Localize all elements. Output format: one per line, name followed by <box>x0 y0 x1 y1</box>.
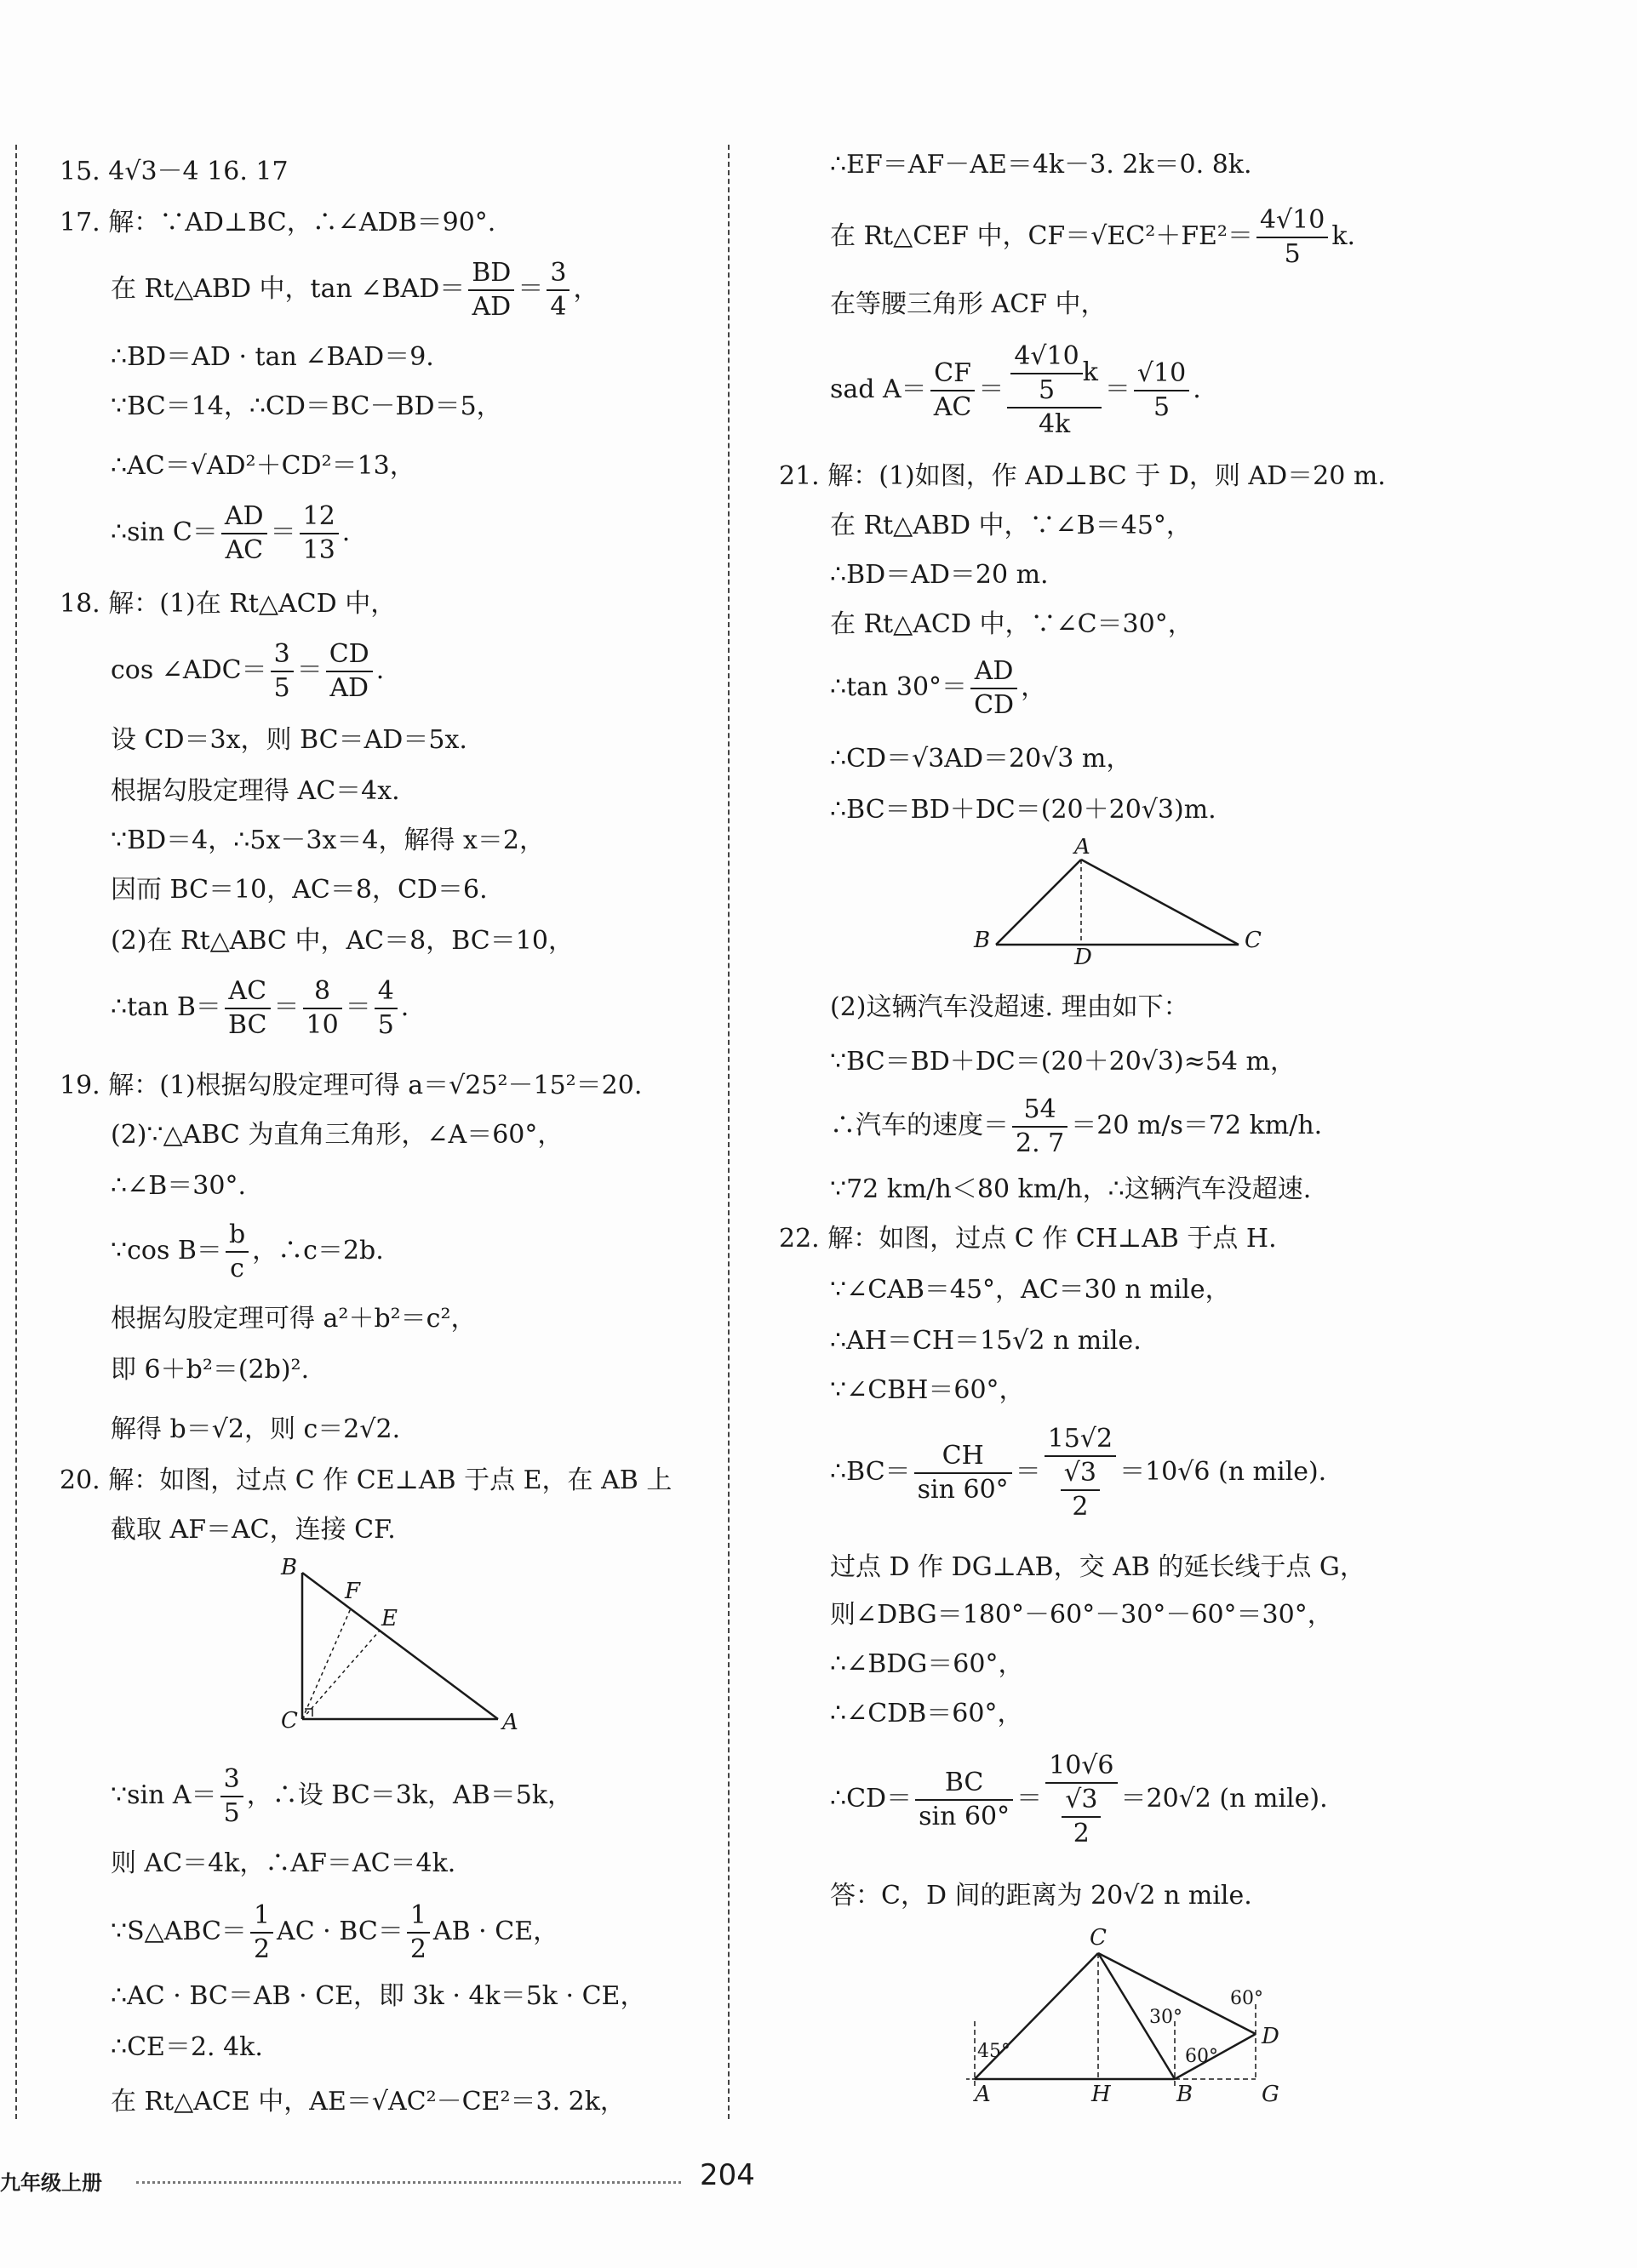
q20-line4: 则 AC＝4k，∴AF＝AC＝4k. <box>111 1848 456 1878</box>
q18-line2: cos ∠ADC＝ $\frac{3}{5}$ ＝ $\frac{CD}{AD}$ . <box>111 639 385 703</box>
q20-line6: ∴AC · BC＝AB · CE，即 3k · 4k＝5k · CE， <box>111 1981 646 2011</box>
q21-line1: 21. 解：(1)如图，作 AD⊥BC 于 D，则 AD＝20 m. <box>779 461 1386 491</box>
q19-line2: (2)∵△ABC 为直角三角形，∠A＝60°， <box>111 1120 564 1150</box>
q22-line5: ∴BC＝ $\frac{CH}{\sin 60^\circ}$ ＝ $\frac{15√2}{\frac{√3}{2}}$ ＝10√6 (n mile). <box>830 1424 1327 1522</box>
q22-line10: ∴CD＝ $\frac{BC}{\sin 60^\circ}$ ＝ $\frac{10√6}{\frac{√3}{2}}$ ＝20√2 (n mile). <box>830 1751 1328 1848</box>
figure-q22 <box>945 1919 1302 2115</box>
q22-line9: ∴∠CDB＝60°， <box>830 1699 1023 1728</box>
q22-line7: 则∠DBG＝180°－60°－30°－60°＝30°， <box>830 1600 1333 1630</box>
left-margin-line <box>15 145 17 2119</box>
q22-line4: ∵∠CBH＝60°， <box>830 1375 1025 1405</box>
q21-line7: ∴BC＝BD＋DC＝(20＋20√3)m. <box>830 795 1216 825</box>
fig20-label-a: A <box>502 1710 518 1735</box>
answer-15-16: 15. 4√3－4 16. 17 <box>60 157 289 186</box>
fig22-angle-30: 30° <box>1149 2007 1182 2028</box>
q19-line4: ∵cos B＝ $\frac{b}{c}$ ，∴c＝2b. <box>111 1220 384 1283</box>
q20-cont-line4: sad A＝ $\frac{CF}{AC}$ ＝ $\frac{4√10}{5}$ k 4k ＝ $\frac{√10}{5}$ . <box>830 341 1201 439</box>
fig22-label-b: B <box>1176 2082 1193 2107</box>
q21-line11: ∵72 km/h＜80 km/h，∴这辆汽车没超速. <box>830 1174 1312 1204</box>
fig20-label-f: F <box>345 1579 361 1604</box>
q18-line7: (2)在 Rt△ABC 中，AC＝8，BC＝10， <box>111 926 574 956</box>
q22-line8: ∴∠BDG＝60°， <box>830 1649 1024 1679</box>
q22-line3: ∴AH＝CH＝15√2 n mile. <box>830 1326 1142 1356</box>
fig20-label-c: C <box>281 1708 298 1734</box>
q21-line9: ∵BC＝BD＋DC＝(20＋20√3)≈54 m， <box>830 1047 1296 1077</box>
fig22-label-c: C <box>1090 1925 1107 1951</box>
q20-cont-line2: 在 Rt△CEF 中，CF＝√EC²＋FE²＝ $\frac{4√10}{5}$ k. <box>830 205 1356 269</box>
q17-line4: ∵BC＝14，∴CD＝BC－BD＝5， <box>111 391 502 421</box>
fig21-side-ab <box>996 860 1081 945</box>
footer-dotted-rule <box>136 2181 681 2184</box>
page-number: 204 <box>700 2158 755 2192</box>
q18-line4: 根据勾股定理得 AC＝4x. <box>111 776 400 806</box>
q20-cont-line3: 在等腰三角形 ACF 中， <box>830 289 1107 319</box>
fig22-angle-60-top: 60° <box>1230 1988 1263 2009</box>
q21-line8: (2)这辆汽车没超速. 理由如下： <box>830 992 1189 1022</box>
figure-q21 <box>962 838 1268 966</box>
fig21-label-a: A <box>1074 838 1090 860</box>
fig21-side-ac <box>1081 860 1239 945</box>
q20-cont-line1: ∴EF＝AF－AE＝4k－3. 2k＝0. 8k. <box>830 150 1252 180</box>
q22-line6: 过点 D 作 DG⊥AB，交 AB 的延长线于点 G， <box>830 1552 1365 1582</box>
q18-line1: 18. 解：(1)在 Rt△ACD 中， <box>60 589 397 619</box>
q21-line4: 在 Rt△ACD 中，∵∠C＝30°， <box>830 609 1193 639</box>
q21-line2: 在 Rt△ABD 中，∵∠B＝45°， <box>830 511 1192 540</box>
fig22-label-a: A <box>975 2082 991 2107</box>
q20-line2: 截取 AF＝AC，连接 CF. <box>111 1515 396 1545</box>
q17-line6: ∴sin C＝ $\frac{AD}{AC}$ ＝ $\frac{12}{13}$ . <box>111 501 351 565</box>
fig20-label-e: E <box>381 1606 398 1631</box>
q21-line3: ∴BD＝AD＝20 m. <box>830 560 1049 590</box>
q21-line5: ∴tan 30°＝ $\frac{AD}{CD}$ ， <box>830 656 1047 720</box>
q20-line5: ∵S△ABC＝ $\frac{1}{2}$ AC · BC＝ $\frac{1}{2}$ AB · CE， <box>111 1900 559 1964</box>
center-divider <box>728 145 730 2119</box>
fig20-segment-cf <box>302 1608 351 1719</box>
q17-line5: ∴AC＝√AD²＋CD²＝13， <box>111 451 415 481</box>
q20-line7: ∴CE＝2. 4k. <box>111 2032 263 2062</box>
q21-line10: ∴汽车的速度＝ $\frac{54}{2. 7}$ ＝20 m/s＝72 km/h. <box>830 1094 1323 1158</box>
q20-line8: 在 Rt△ACE 中，AE＝√AC²－CE²＝3. 2k， <box>111 2087 626 2117</box>
fig22-label-h: H <box>1091 2082 1111 2107</box>
q19-line5: 根据勾股定理可得 a²＋b²＝c²， <box>111 1304 477 1334</box>
q20-line1: 20. 解：如图，过点 C 作 CE⊥AB 于点 E，在 AB 上 <box>60 1465 673 1495</box>
fig22-angle-45: 45° <box>977 2041 1010 2062</box>
fig21-label-d: D <box>1074 945 1092 966</box>
fig20-segment-ce <box>302 1631 380 1719</box>
q22-answer: 答：C，D 间的距离为 20√2 n mile. <box>830 1881 1252 1911</box>
q18-line6: 因而 BC＝10，AC＝8，CD＝6. <box>111 875 488 905</box>
q22-line1: 22. 解：如图，过点 C 作 CH⊥AB 于点 H. <box>779 1224 1277 1254</box>
fig21-label-b: B <box>974 928 991 953</box>
q20-line3: ∵sin A＝ $\frac{3}{5}$ ，∴设 BC＝3k，AB＝5k， <box>111 1764 574 1828</box>
q17-line1: 17. 解：∵AD⊥BC，∴∠ADB＝90°. <box>60 208 496 237</box>
fig22-label-d: D <box>1262 2024 1279 2049</box>
fig20-label-b: B <box>281 1557 298 1580</box>
q17-line2: 在 Rt△ABD 中，tan ∠BAD＝ $\frac{BD}{AD}$ ＝ $\frac{3}{4}$ ， <box>111 258 599 322</box>
q19-line1: 19. 解：(1)根据勾股定理可得 a＝√25²－15²＝20. <box>60 1071 643 1100</box>
q22-line2: ∵∠CAB＝45°，AC＝30 n mile， <box>830 1275 1231 1305</box>
fig22-label-g: G <box>1262 2082 1279 2107</box>
q17-line3: ∴BD＝AD · tan ∠BAD＝9. <box>111 342 434 372</box>
q18-line3: 设 CD＝3x，则 BC＝AD＝5x. <box>111 725 467 755</box>
q19-line3: ∴∠B＝30°. <box>111 1171 246 1201</box>
fig22-angle-60-bottom: 60° <box>1185 2046 1218 2067</box>
figure-q20 <box>272 1557 528 1736</box>
q18-line5: ∵BD＝4，∴5x－3x＝4，解得 x＝2， <box>111 826 545 855</box>
fig21-label-c: C <box>1245 928 1262 953</box>
fig20-side-ab <box>302 1573 498 1719</box>
q21-line6: ∴CD＝√3AD＝20√3 m， <box>830 744 1132 774</box>
q19-line7: 解得 b＝√2，则 c＝2√2. <box>111 1414 401 1444</box>
q18-line8: ∴tan B＝ $\frac{AC}{BC}$ ＝ $\frac{8}{10}$ ＝ $\frac{4}{5}$ . <box>111 976 409 1040</box>
q19-line6: 即 6＋b²＝(2b)². <box>111 1355 310 1385</box>
footer-grade-label: 九年级上册 <box>0 2171 102 2195</box>
